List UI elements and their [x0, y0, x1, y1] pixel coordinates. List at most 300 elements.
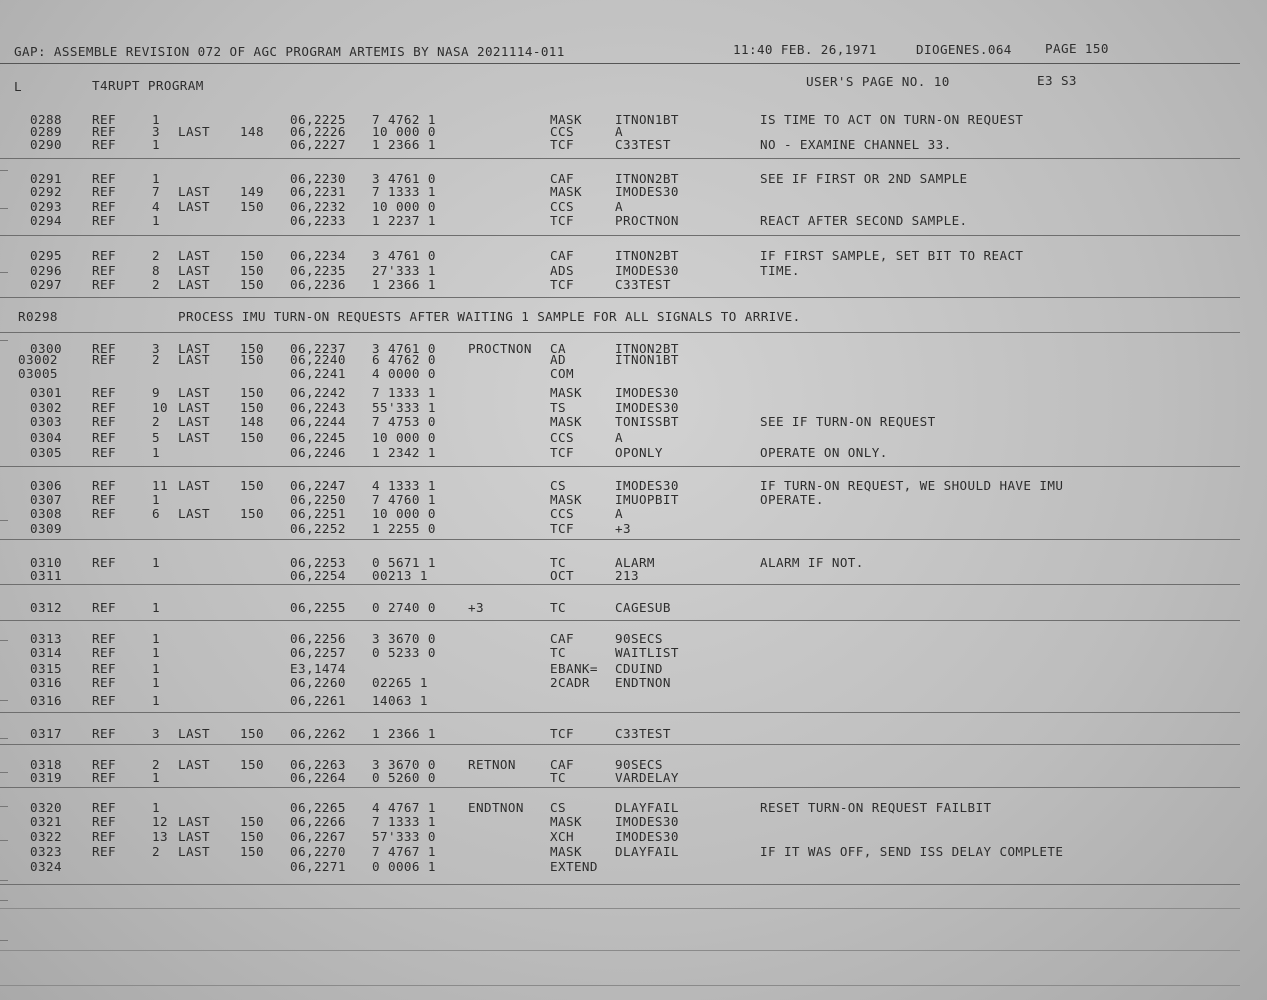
line-seq: 0311 [30, 568, 62, 583]
line-addr: E3,1474 [290, 661, 346, 676]
line-ref: REF [92, 693, 116, 708]
line-lastn: 150 [240, 478, 264, 493]
line-comment: RESET TURN-ON REQUEST FAILBIT [760, 800, 992, 815]
line-operand: OPONLY [615, 445, 663, 460]
line-op: CCS [550, 430, 574, 445]
line-refn: 8 [152, 263, 160, 278]
line-operand: ENDTNON [615, 675, 671, 690]
line-lastn: 150 [240, 506, 264, 521]
line-op: CAF [550, 757, 574, 772]
line-op: CCS [550, 124, 574, 139]
line-refn: 1 [152, 112, 160, 127]
line-refn: 3 [152, 341, 160, 356]
line-refn: 1 [152, 600, 160, 615]
line-comment: NO - EXAMINE CHANNEL 33. [760, 137, 952, 152]
line-ref: REF [92, 829, 116, 844]
line-refn: 1 [152, 171, 160, 186]
line-addr: 06,2250 [290, 492, 346, 507]
line-op: MASK [550, 385, 582, 400]
line-addr: 06,2271 [290, 859, 346, 874]
line-last: LAST [178, 414, 210, 429]
separator-rule [0, 584, 1240, 585]
line-ref: REF [92, 757, 116, 772]
line-seq: 0318 [30, 757, 62, 772]
line-addr: 06,2252 [290, 521, 346, 536]
line-last: LAST [178, 199, 210, 214]
line-code: 1 2366 1 [372, 726, 436, 741]
line-last: LAST [178, 184, 210, 199]
line-op: TC [550, 645, 566, 660]
line-seq: 03005 [18, 366, 58, 381]
line-ref: REF [92, 645, 116, 660]
line-addr: 06,2245 [290, 430, 346, 445]
line-ref: REF [92, 492, 116, 507]
line-last: LAST [178, 506, 210, 521]
line-code: 4 1333 1 [372, 478, 436, 493]
line-addr: 06,2241 [290, 366, 346, 381]
margin-tick [0, 700, 8, 701]
line-refn: 12 [152, 814, 168, 829]
line-seq: 0289 [30, 124, 62, 139]
line-comment: PROCESS IMU TURN-ON REQUESTS AFTER WAITING 1 SAMPLE FOR ALL SIGNALS TO ARRIVE. [178, 309, 801, 324]
line-last: LAST [178, 400, 210, 415]
line-seq: 0312 [30, 600, 62, 615]
line-ref: REF [92, 430, 116, 445]
line-refn: 1 [152, 693, 160, 708]
line-refn: 1 [152, 445, 160, 460]
line-lastn: 150 [240, 430, 264, 445]
line-seq: 03002 [18, 352, 58, 367]
line-refn: 1 [152, 555, 160, 570]
header-rule [0, 63, 1240, 64]
line-code: 3 4761 0 [372, 171, 436, 186]
line-comment: OPERATE. [760, 492, 824, 507]
separator-rule [0, 297, 1240, 298]
line-ref: REF [92, 478, 116, 493]
line-operand: A [615, 430, 623, 445]
line-ref: REF [92, 600, 116, 615]
line-seq: 0294 [30, 213, 62, 228]
line-last: LAST [178, 277, 210, 292]
line-refn: 2 [152, 757, 160, 772]
line-operand: 213 [615, 568, 639, 583]
line-seq: R0298 [18, 309, 58, 324]
line-code: 7 1333 1 [372, 814, 436, 829]
line-addr: 06,2247 [290, 478, 346, 493]
line-op: TCF [550, 726, 574, 741]
line-ref: REF [92, 385, 116, 400]
line-comment: REACT AFTER SECOND SAMPLE. [760, 213, 968, 228]
line-op: TCF [550, 277, 574, 292]
line-refn: 1 [152, 770, 160, 785]
line-code: 10 000 0 [372, 506, 436, 521]
line-seq: 0290 [30, 137, 62, 152]
line-operand: CAGESUB [615, 600, 671, 615]
line-operand: IMODES30 [615, 829, 679, 844]
line-last: LAST [178, 814, 210, 829]
line-lastn: 148 [240, 124, 264, 139]
line-ref: REF [92, 213, 116, 228]
line-addr: 06,2243 [290, 400, 346, 415]
line-code: 0 5260 0 [372, 770, 436, 785]
line-op: MASK [550, 414, 582, 429]
line-lastn: 150 [240, 385, 264, 400]
line-lastn: 150 [240, 814, 264, 829]
line-seq: 0314 [30, 645, 62, 660]
margin-tick [0, 520, 8, 521]
line-lastn: 150 [240, 400, 264, 415]
line-seq: 0302 [30, 400, 62, 415]
line-op: CS [550, 800, 566, 815]
line-code: 0 5233 0 [372, 645, 436, 660]
separator-rule [0, 744, 1240, 745]
line-op: CA [550, 341, 566, 356]
line-operand: ITNON1BT [615, 352, 679, 367]
line-operand: ITNON2BT [615, 171, 679, 186]
line-operand: 90SECS [615, 757, 663, 772]
line-refn: 2 [152, 414, 160, 429]
line-code: 3 3670 0 [372, 631, 436, 646]
margin-tick [0, 772, 8, 773]
line-operand: IMODES30 [615, 400, 679, 415]
line-lastn: 150 [240, 352, 264, 367]
line-code: 1 2342 1 [372, 445, 436, 460]
line-seq: 0291 [30, 171, 62, 186]
line-ref: REF [92, 277, 116, 292]
line-lastn: 150 [240, 199, 264, 214]
line-refn: 13 [152, 829, 168, 844]
line-operand: DLAYFAIL [615, 844, 679, 859]
line-refn: 7 [152, 184, 160, 199]
line-seq: 0324 [30, 859, 62, 874]
margin-tick [0, 170, 8, 171]
line-op: TCF [550, 445, 574, 460]
line-ref: REF [92, 631, 116, 646]
line-op: 2CADR [550, 675, 590, 690]
line-operand: +3 [615, 521, 631, 536]
line-ref: REF [92, 414, 116, 429]
blank-line-rule [0, 985, 1240, 986]
line-ref: REF [92, 661, 116, 676]
line-operand: A [615, 124, 623, 139]
line-addr: 06,2255 [290, 600, 346, 615]
line-op: MASK [550, 844, 582, 859]
line-operand: ITNON2BT [615, 341, 679, 356]
line-lastn: 150 [240, 248, 264, 263]
line-op: EBANK= [550, 661, 598, 676]
line-code: 4 4767 1 [372, 800, 436, 815]
line-code: 3 3670 0 [372, 757, 436, 772]
line-refn: 2 [152, 844, 160, 859]
line-op: TC [550, 770, 566, 785]
line-operand: IMODES30 [615, 263, 679, 278]
line-operand: TONISSBT [615, 414, 679, 429]
line-code: 1 2255 0 [372, 521, 436, 536]
line-seq: 0307 [30, 492, 62, 507]
line-code: 6 4762 0 [372, 352, 436, 367]
line-seq: 0300 [30, 341, 62, 356]
line-comment: IF TURN-ON REQUEST, WE SHOULD HAVE IMU [760, 478, 1064, 493]
line-comment: IS TIME TO ACT ON TURN-ON REQUEST [760, 112, 1024, 127]
margin-tick [0, 738, 8, 739]
line-op: TC [550, 555, 566, 570]
line-seq: 0304 [30, 430, 62, 445]
line-op: CAF [550, 171, 574, 186]
line-comment: SEE IF FIRST OR 2ND SAMPLE [760, 171, 968, 186]
margin-tick [0, 806, 8, 807]
line-seq: 0316 [30, 675, 62, 690]
line-ref: REF [92, 445, 116, 460]
line-code: 57'333 0 [372, 829, 436, 844]
line-refn: 2 [152, 248, 160, 263]
line-label: +3 [468, 600, 484, 615]
line-seq: 0321 [30, 814, 62, 829]
line-operand: C33TEST [615, 277, 671, 292]
line-addr: 06,2240 [290, 352, 346, 367]
line-addr: 06,2253 [290, 555, 346, 570]
line-operand: A [615, 199, 623, 214]
line-op: CAF [550, 631, 574, 646]
separator-rule [0, 712, 1240, 713]
line-comment: IF IT WAS OFF, SEND ISS DELAY COMPLETE [760, 844, 1064, 859]
line-ref: REF [92, 112, 116, 127]
line-last: LAST [178, 726, 210, 741]
line-seq: 0315 [30, 661, 62, 676]
line-seq: 0310 [30, 555, 62, 570]
line-operand: WAITLIST [615, 645, 679, 660]
line-refn: 1 [152, 645, 160, 660]
line-code: 10 000 0 [372, 124, 436, 139]
line-ref: REF [92, 400, 116, 415]
line-op: CCS [550, 506, 574, 521]
line-ref: REF [92, 506, 116, 521]
line-lastn: 150 [240, 829, 264, 844]
margin-tick [0, 900, 8, 901]
line-code: 02265 1 [372, 675, 428, 690]
line-addr: 06,2254 [290, 568, 346, 583]
line-refn: 3 [152, 726, 160, 741]
line-refn: 10 [152, 400, 168, 415]
line-addr: 06,2225 [290, 112, 346, 127]
line-code: 4 0000 0 [372, 366, 436, 381]
line-seq: 0320 [30, 800, 62, 815]
line-seq: 0308 [30, 506, 62, 521]
line-code: 7 1333 1 [372, 184, 436, 199]
line-op: TCF [550, 213, 574, 228]
line-label: ENDTNON [468, 800, 524, 815]
line-code: 27'333 1 [372, 263, 436, 278]
line-refn: 11 [152, 478, 168, 493]
line-op: TCF [550, 137, 574, 152]
line-addr: 06,2244 [290, 414, 346, 429]
line-lastn: 150 [240, 277, 264, 292]
line-refn: 1 [152, 800, 160, 815]
line-op: AD [550, 352, 566, 367]
line-addr: 06,2266 [290, 814, 346, 829]
line-op: CCS [550, 199, 574, 214]
line-ref: REF [92, 171, 116, 186]
line-ref: REF [92, 352, 116, 367]
line-operand: C33TEST [615, 137, 671, 152]
line-refn: 1 [152, 661, 160, 676]
blank-line-rule [0, 950, 1240, 951]
line-addr: 06,2234 [290, 248, 346, 263]
line-last: LAST [178, 757, 210, 772]
line-last: LAST [178, 352, 210, 367]
line-code: 7 1333 1 [372, 385, 436, 400]
line-refn: 6 [152, 506, 160, 521]
line-op: MASK [550, 814, 582, 829]
line-code: 10 000 0 [372, 430, 436, 445]
margin-tick [0, 940, 8, 941]
line-op: MASK [550, 112, 582, 127]
line-lastn: 150 [240, 844, 264, 859]
line-code: 10 000 0 [372, 199, 436, 214]
line-ref: REF [92, 800, 116, 815]
line-addr: 06,2232 [290, 199, 346, 214]
line-operand: C33TEST [615, 726, 671, 741]
section-title: T4RUPT PROGRAM [92, 78, 204, 93]
line-operand: ITNON1BT [615, 112, 679, 127]
line-label: PROCTNON [468, 341, 532, 356]
line-refn: 9 [152, 385, 160, 400]
line-seq: 0303 [30, 414, 62, 429]
line-label: RETNON [468, 757, 516, 772]
separator-rule [0, 620, 1240, 621]
line-seq: 0323 [30, 844, 62, 859]
line-code: 7 4767 1 [372, 844, 436, 859]
line-ref: REF [92, 199, 116, 214]
line-addr: 06,2242 [290, 385, 346, 400]
line-code: 14063 1 [372, 693, 428, 708]
line-op: ADS [550, 263, 574, 278]
line-seq: 0306 [30, 478, 62, 493]
line-refn: 1 [152, 213, 160, 228]
line-op: OCT [550, 568, 574, 583]
header-title: GAP: ASSEMBLE REVISION 072 OF AGC PROGRAM ARTEMIS BY NASA 2021114-011 [14, 44, 565, 59]
line-seq: 0296 [30, 263, 62, 278]
line-code: 1 2366 1 [372, 137, 436, 152]
line-operand: CDUIND [615, 661, 663, 676]
line-code: 3 4761 0 [372, 341, 436, 356]
line-last: LAST [178, 478, 210, 493]
separator-rule [0, 539, 1240, 540]
line-op: MASK [550, 184, 582, 199]
line-addr: 06,2226 [290, 124, 346, 139]
line-comment: IF FIRST SAMPLE, SET BIT TO REACT [760, 248, 1024, 263]
line-ref: REF [92, 814, 116, 829]
line-code: 7 4753 0 [372, 414, 436, 429]
margin-tick [0, 340, 8, 341]
line-lastn: 150 [240, 263, 264, 278]
line-addr: 06,2263 [290, 757, 346, 772]
header-page-number: PAGE 150 [1045, 41, 1109, 56]
line-operand: IMODES30 [615, 184, 679, 199]
line-addr: 06,2264 [290, 770, 346, 785]
line-op: TC [550, 600, 566, 615]
line-code: 55'333 1 [372, 400, 436, 415]
line-refn: 3 [152, 124, 160, 139]
separator-rule [0, 466, 1240, 467]
users-page-number: USER'S PAGE NO. 10 [806, 74, 950, 89]
line-seq: 0288 [30, 112, 62, 127]
line-addr: 06,2231 [290, 184, 346, 199]
line-refn: 2 [152, 352, 160, 367]
line-seq: 0292 [30, 184, 62, 199]
line-ref: REF [92, 263, 116, 278]
line-code: 7 4760 1 [372, 492, 436, 507]
line-operand: IMODES30 [615, 478, 679, 493]
line-operand: PROCTNON [615, 213, 679, 228]
line-addr: 06,2236 [290, 277, 346, 292]
separator-rule [0, 332, 1240, 333]
header-tag: E3 S3 [1037, 73, 1077, 88]
line-seq: 0295 [30, 248, 62, 263]
line-operand: IMODES30 [615, 814, 679, 829]
line-seq: 0293 [30, 199, 62, 214]
line-code: 1 2237 1 [372, 213, 436, 228]
line-op: EXTEND [550, 859, 598, 874]
line-refn: 1 [152, 631, 160, 646]
line-ref: REF [92, 124, 116, 139]
line-lastn: 150 [240, 757, 264, 772]
line-addr: 06,2262 [290, 726, 346, 741]
line-code: 00213 1 [372, 568, 428, 583]
line-refn: 4 [152, 199, 160, 214]
line-addr: 06,2237 [290, 341, 346, 356]
line-last: LAST [178, 263, 210, 278]
line-seq: 0322 [30, 829, 62, 844]
line-refn: 5 [152, 430, 160, 445]
line-ref: REF [92, 555, 116, 570]
line-seq: 0313 [30, 631, 62, 646]
line-operand: A [615, 506, 623, 521]
line-last: LAST [178, 248, 210, 263]
line-seq: 0309 [30, 521, 62, 536]
line-operand: IMUOPBIT [615, 492, 679, 507]
line-operand: IMODES30 [615, 385, 679, 400]
line-operand: ALARM [615, 555, 655, 570]
line-operand: DLAYFAIL [615, 800, 679, 815]
line-last: LAST [178, 430, 210, 445]
separator-rule [0, 158, 1240, 159]
line-seq: 0316 [30, 693, 62, 708]
header-marker: L [14, 79, 22, 94]
line-seq: 0301 [30, 385, 62, 400]
line-code: 7 4762 1 [372, 112, 436, 127]
line-addr: 06,2227 [290, 137, 346, 152]
separator-rule [0, 787, 1240, 788]
line-comment: TIME. [760, 263, 800, 278]
line-ref: REF [92, 341, 116, 356]
margin-tick [0, 272, 8, 273]
margin-tick [0, 880, 8, 881]
line-addr: 06,2251 [290, 506, 346, 521]
line-comment: OPERATE ON ONLY. [760, 445, 888, 460]
line-ref: REF [92, 844, 116, 859]
line-seq: 0305 [30, 445, 62, 460]
header-program-id: DIOGENES.064 [916, 42, 1012, 57]
line-ref: REF [92, 248, 116, 263]
line-ref: REF [92, 726, 116, 741]
line-addr: 06,2261 [290, 693, 346, 708]
line-lastn: 149 [240, 184, 264, 199]
line-last: LAST [178, 829, 210, 844]
line-lastn: 148 [240, 414, 264, 429]
separator-rule [0, 235, 1240, 236]
line-addr: 06,2257 [290, 645, 346, 660]
line-operand: ITNON2BT [615, 248, 679, 263]
